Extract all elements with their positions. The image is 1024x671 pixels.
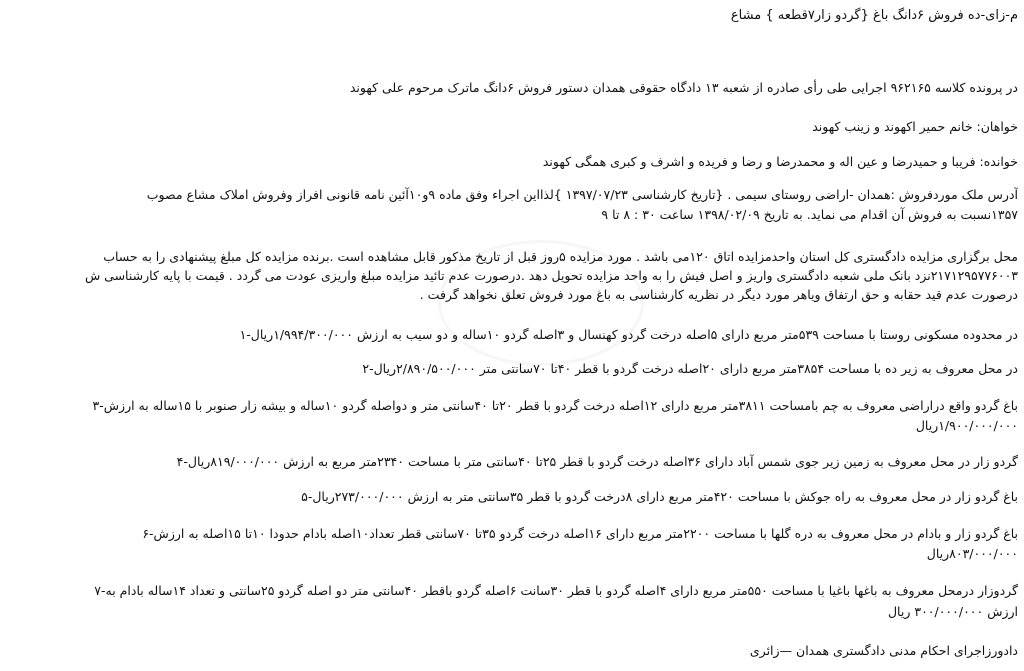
item-6-line-2: ۸۰۳/۰۰۰/۰۰۰ریال <box>926 546 1018 561</box>
address-line-1: آدرس ملک موردفروش :همدان -اراضی روستای سیمی . {تاریخ کارشناسی ۱۳۹۷/۰۷/۲۳ }لذااین اجراء وفق ماده ۹و۱۰آئین نامه قانونی افراز وفروش املاک مشاع مصوب <box>146 187 1018 202</box>
address-line-2: ۱۳۵۷نسبت به فروش آن اقدام می نماید. به تاریخ ۱۳۹۸/۰۲/۰۹ ساعت ۳۰ : ۸ تا ۹ <box>601 207 1018 222</box>
watermark-number: ​ <box>620 130 628 186</box>
signature-line: دادورزاجرای احکام مدنی دادگستری همدان —زائری <box>749 643 1018 658</box>
item-4: گردو زار در محل معروف به زمین زیر جوی شمس آباد دارای ۳۶اصله درخت گردو با قطر ۲۵تا ۴۰سانتی متر با مساحت ۲۳۴۰متر مربع به ارزش ۸۱۹/۰۰۰/۰۰۰ریال-۴ <box>176 454 1018 469</box>
document-title: م-زای-ده فروش ۶دانگ باغ {گردو زار۷قطعه } مشاع <box>730 8 1018 23</box>
item-5: باغ گردو زار در محل معروف به راه جوکش با مساحت ۴۲۰متر مربع دارای ۸درخت گردو با قطر ۳۵سانتی متر به ارزش ۲۷۳/۰۰۰/۰۰۰ریال-۵ <box>301 489 1018 504</box>
defendants-line: خوانده: فریبا و حمیدرضا و عین اله و محمدرضا و رضا و فریده و اشرف و کبری همگی کهوند <box>542 154 1018 169</box>
item-3-line-2: ۱/۹۰۰/۰۰۰/۰۰۰ریال <box>915 418 1018 433</box>
plaintiffs-line: خواهان: خانم حمیر اکهوند و زینب کهوند <box>812 119 1018 134</box>
auction-paragraph-line-2: ۲۱۷۱۲۹۵۷۷۶۰۰۳نزد بانک ملی شعبه دادگستری واریز و اصل فیش را به واحد مزایده تحویل دهد .درصورت عدم تائید مزایده مبلغ واریزی عودت می گردد . قیمت با پایه کارشناسی ش <box>84 268 1018 283</box>
item-1: در محدوده مسکونی روستا با مساحت ۵۳۹متر مربع دارای ۵اصله درخت گردو کهنسال و ۳اصله گردو ۱۰ساله و دو سیب به ارزش ۱/۹۹۴/۳۰۰/۰۰۰ریال-۱ <box>239 327 1018 342</box>
item-7-line-1: گردوزار درمحل معروف به باغها باغیا با مساحت ۵۵۰متر مربع دارای ۴اصله گردو با قطر ۳۰سانت ۶اصله گردو باقطر ۴۰سانتی متر دو اصله گردو ۲۵سانتی و تعداد ۱۴ساله بادام به-۷ <box>94 583 1018 598</box>
item-2: در محل معروف به زیر ده با مساحت ۳۸۵۴متر مربع دارای ۲۰اصله درخت گردو با قطر ۴۰تا ۷۰سانتی متر ۲/۸۹۰/۵۰۰/۰۰۰ریال-۲ <box>362 361 1018 376</box>
item-7-line-2: ارزش ۳۰۰/۰۰۰/۰۰۰ ریال <box>887 604 1018 619</box>
auction-paragraph-line-3: درصورت عدم قید حقابه و حق ارتفاق ویاهر مورد دیگر در نظریه کارشناسی به باغ مورد فروش تعلق نخواهد گرفت . <box>419 287 1018 302</box>
item-3-line-1: باغ گردو واقع دراراضی معروف به چم بامساحت ۳۸۱۱متر مربع دارای ۱۲اصله درخت گردو با قطر ۲۰تا ۴۰سانتی متر و دواصله گردو ۱۰ساله و بیشه زار صنوبر با ۱۵ساله به ارزش-۳ <box>92 398 1018 413</box>
item-6-line-1: باغ گردو زار و بادام در محل معروف به دره گلها با مساحت ۲۲۰۰متر مربع دارای ۱۶اصله درخت گردو ۳۵تا ۷۰سانتی قطر تعداد۱۰اصله بادام حدودا ۱۰تا ۱۵اصله به ارزش-۶ <box>142 526 1018 541</box>
auction-paragraph-line-1: محل برگزاری مزایده دادگستری کل استان واحدمزایده اتاق ۱۲۰می باشد . مورد مزایده ۵روز قبل از تاریخ مذکور قابل مشاهده است .برنده مزایده کل مبلغ پیشنهادی را به حساب <box>103 249 1018 264</box>
case-line: در پرونده کلاسه ۹۶۲۱۶۵ اجرایی طی رأی صادره از شعبه ۱۳ دادگاه حقوقی همدان دستور فروش ۶دانگ ماترک مرحوم علی کهوند <box>349 80 1018 95</box>
